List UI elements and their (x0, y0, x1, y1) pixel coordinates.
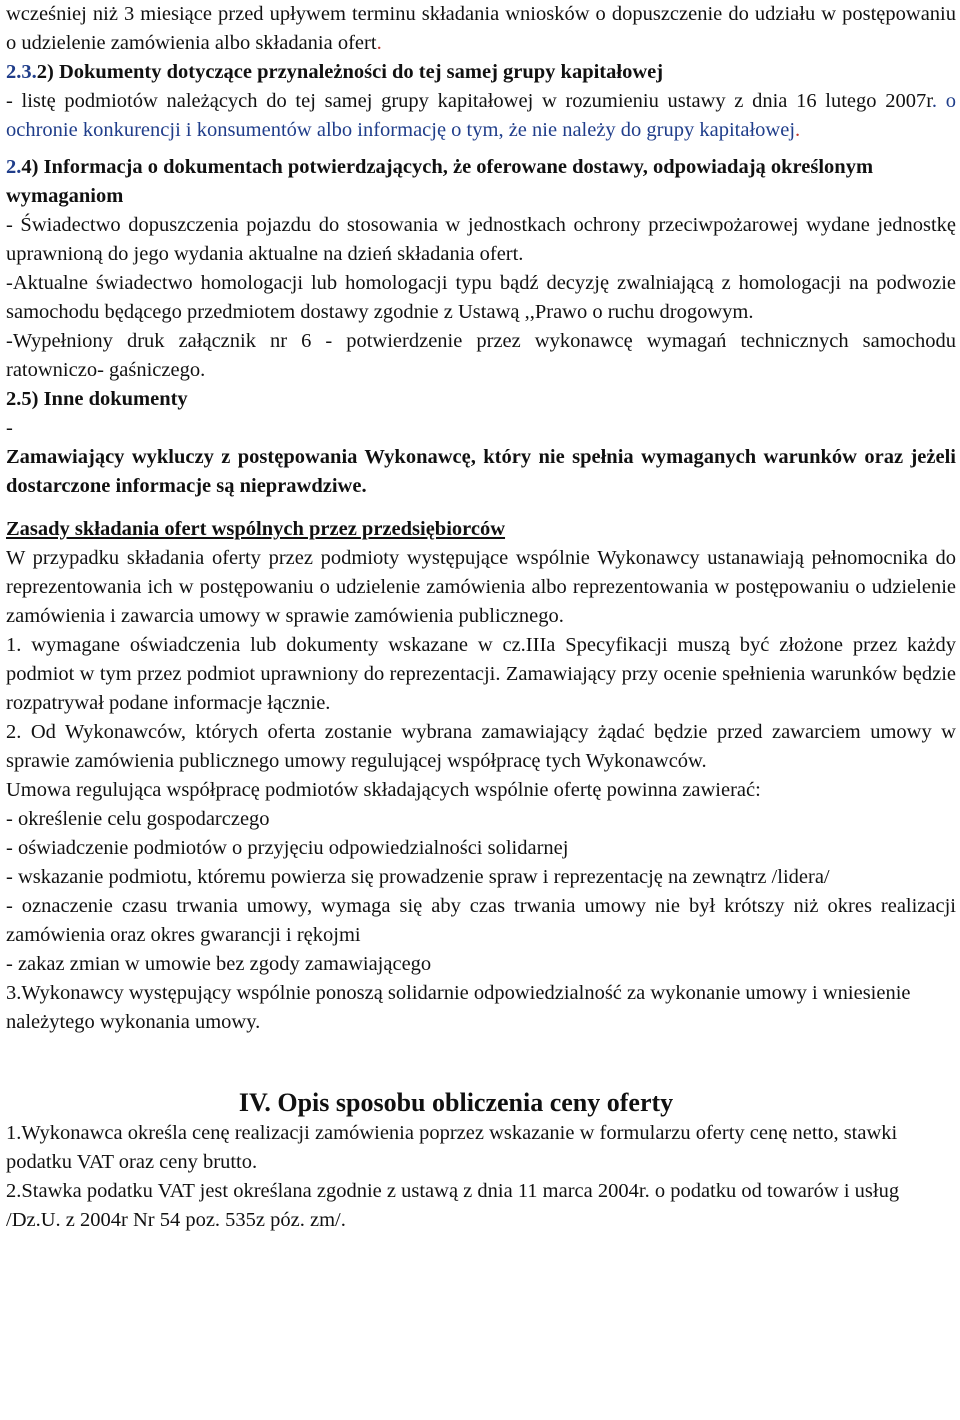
heading-text-visible: 4) Informacja o dokumentach potwierdzających, że oferowane dostawy, odpowiadają określonym wymaganiom (6, 156, 874, 207)
list-item: - oświadczenie podmiotów o przyjęciu odpowiedzialności solidarnej (6, 837, 569, 859)
paragraph-text: wcześniej niż 3 miesiące przed upływem terminu składania wniosków o dopuszczenie do udziału w postępowaniu o udzielenie zamówienia albo składania ofert (6, 3, 956, 54)
punctuation: . (376, 32, 382, 54)
section-number: 2.3. (6, 61, 37, 83)
list-item: - zakaz zmian w umowie bez zgody zamawiającego (6, 953, 432, 975)
paragraph-form-6: -Wypełniony druk załącznik nr 6 - potwierdzenie przez wykonawcę wymagań technicznych samochodu ratowniczo- gaśniczego. (6, 330, 956, 381)
section-heading-joint-offers: Zasady składania ofert wspólnych przez przedsiębiorców (6, 518, 506, 540)
section-heading-2-3-2 (6, 58, 956, 87)
paragraph-capital-group (6, 87, 956, 145)
section-number: 2. (6, 156, 22, 178)
paragraph-homologation: -Aktualne świadectwo homologacji lub homologacji typu bądź decyzję zwalniającą z homologacji na podwozie samochodu będącego przedmiotem dostawy zgodnie z Ustawą ,,Prawo o ruchu drogowym. (6, 272, 956, 323)
list-item: - oznaczenie czasu trwania umowy, wymaga się aby czas trwania umowy nie był krótszy niż okres realizacji zamówienia oraz okres gwarancji i rękojmi (6, 895, 956, 946)
section-heading-2-5: 2.5) Inne dokumenty (6, 388, 188, 410)
paragraph-dash: - (6, 417, 13, 439)
paragraph-joint-1: 1. wymagane oświadczenia lub dokumenty wskazane w cz.IIIa Specyfikacji muszą być złożone przez każdy podmiot w tym przez podmiot uprawniony do reprezentacji. Zamawiający przy ocenie spełnienia warunków będzie rozpatrywał podane informacje łącznie. (6, 634, 956, 714)
section-title-iv: IV. Opis sposobu obliczenia ceny oferty (238, 1088, 674, 1117)
paragraph-joint-3: 3.Wykonawcy występujący wspólnie ponoszą solidarnie odpowiedzialność za wykonanie umowy i wniesienie należytego wykonania umowy. (6, 982, 911, 1033)
paragraph-deadline (6, 0, 956, 58)
paragraph-joint-2: 2. Od Wykonawców, których oferta zostanie wybrana zamawiający żądać będzie przed zawarciem umowy w sprawie zamówienia publicznego umowy regulującej współpracę tych Wykonawców. (6, 721, 956, 772)
spacer (6, 145, 956, 153)
paragraph-text: - listę podmiotów należących do tej samej grupy kapitałowej w rozumieniu ustawy z dnia 16 lutego 2007r (6, 90, 932, 112)
section-heading-2-4 (6, 153, 956, 211)
spacer (6, 1037, 956, 1087)
paragraph-price-2: 2.Stawka podatku VAT jest określana zgodnie z ustawą z dnia 11 marca 2004r. o podatku od towarów i usług /Dz.U. z 2004r Nr 54 poz. 535z póz. zm/. (6, 1180, 900, 1231)
paragraph-text-highlight: . o ochronie konkurencji i konsumentów albo informację o tym, że nie należy do grupy kapitałowej (6, 90, 956, 141)
heading-text-visible: 2) Dokumenty dotyczące przynależności do tej samej grupy kapitałowej (36, 61, 664, 83)
paragraph-price-1: 1.Wykonawca określa cenę realizacji zamówienia poprzez wskazanie w formularzu oferty cenę netto, stawki podatku VAT oraz ceny brutto. (6, 1122, 898, 1173)
paragraph-agreement-intro: Umowa regulująca współpracę podmiotów składających wspólnie ofertę powinna zawierać: (6, 779, 761, 801)
list-item: - wskazanie podmiotu, któremu powierza się prowadzenie spraw i reprezentację na zewnątrz /lidera/ (6, 866, 830, 888)
punctuation: . (795, 119, 801, 141)
paragraph-joint-proxy: W przypadku składania oferty przez podmioty występujące wspólnie Wykonawcy ustanawiają pełnomocnika do reprezentowania ich w postępowaniu o udzielenie zamówienia albo reprezentowania w postępowaniu o udzielenie zamówienia i zawarcia umowy w sprawie zamówienia publicznego. (6, 547, 956, 627)
list-item: - określenie celu gospodarczego (6, 808, 270, 830)
spacer (6, 501, 956, 515)
paragraph-exclusion: Zamawiający wykluczy z postępowania Wykonawcę, który nie spełnia wymaganych warunków oraz jeżeli dostarczone informacje są nieprawdziwe. (6, 446, 956, 497)
paragraph-certificate: - Świadectwo dopuszczenia pojazdu do stosowania w jednostkach ochrony przeciwpożarowej wydane jednostkę uprawnioną do jego wydania aktualne na dzień składania ofert. (6, 214, 956, 265)
